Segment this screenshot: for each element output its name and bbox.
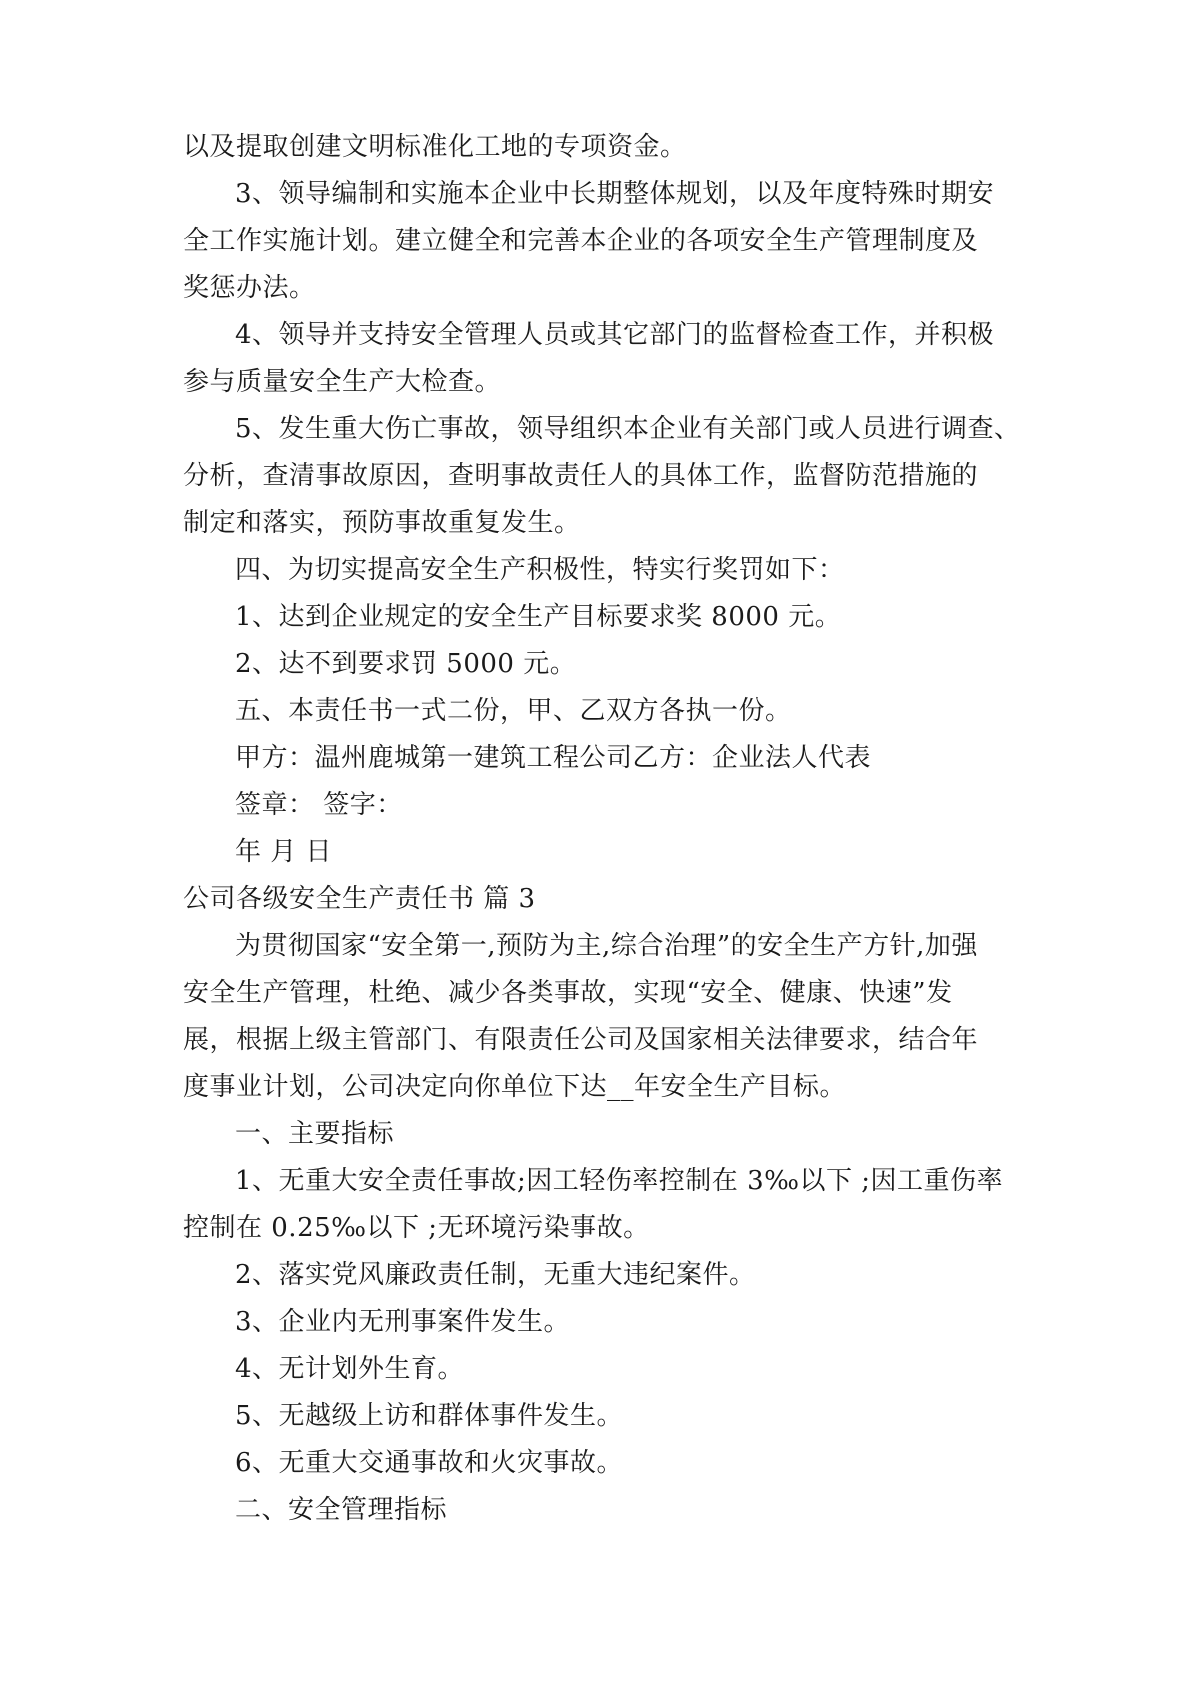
text-line: 1、达到企业规定的安全生产目标要求奖 8000 元。: [235, 602, 842, 632]
text-line: 安全生产管理，杜绝、减少各类事故，实现“安全、健康、快速”发: [183, 978, 953, 1008]
text-line: 控制在 0.25‰以下 ;无环境污染事故。: [183, 1213, 650, 1243]
text-line: 全工作实施计划。建立健全和完善本企业的各项安全生产管理制度及: [183, 226, 979, 256]
text-line: 以及提取创建文明标准化工地的专项资金。: [183, 132, 687, 162]
text-line: 2、落实党风廉政责任制，无重大违纪案件。: [235, 1260, 756, 1290]
text-line: 甲方：温州鹿城第一建筑工程公司乙方：企业法人代表: [235, 743, 872, 773]
section-title: 公司各级安全生产责任书 篇 3: [183, 884, 536, 914]
text-line: 3、企业内无刑事案件发生。: [235, 1307, 571, 1337]
text-line: 4、无计划外生育。: [235, 1354, 465, 1384]
text-line: 制定和落实，预防事故重复发生。: [183, 508, 581, 538]
text-line: 一、主要指标: [235, 1119, 395, 1149]
text-line: 6、无重大交通事故和火灾事故。: [235, 1448, 624, 1478]
text-line: 五、本责任书一式二份，甲、乙双方各执一份。: [235, 696, 792, 726]
text-line: 4、领导并支持安全管理人员或其它部门的监督检查工作，并积极: [235, 320, 995, 350]
text-line: 度事业计划，公司决定向你单位下达__年安全生产目标。: [183, 1072, 847, 1102]
text-line: 为贯彻国家“安全第一,预防为主,综合治理”的安全生产方针,加强: [235, 931, 978, 961]
text-line: 奖惩办法。: [183, 273, 316, 303]
text-line: 1、无重大安全责任事故;因工轻伤率控制在 3‰以下 ;因工重伤率: [235, 1166, 1004, 1196]
text-line: 年 月 日: [235, 837, 333, 867]
text-line: 四、为切实提高安全生产积极性，特实行奖罚如下：: [235, 555, 845, 585]
text-line: 签章： 签字：: [235, 790, 403, 820]
text-line: 展，根据上级主管部门、有限责任公司及国家相关法律要求，结合年: [183, 1025, 979, 1055]
text-line: 参与质量安全生产大检查。: [183, 367, 502, 397]
text-line: 5、无越级上访和群体事件发生。: [235, 1401, 624, 1431]
text-line: 分析，查清事故原因，查明事故责任人的具体工作，监督防范措施的: [183, 461, 979, 491]
text-line: 2、达不到要求罚 5000 元。: [235, 649, 577, 679]
text-line: 二、安全管理指标: [235, 1495, 448, 1525]
text-line: 3、领导编制和实施本企业中长期整体规划，以及年度特殊时期安: [235, 179, 995, 209]
text-line: 5、发生重大伤亡事故，领导组织本企业有关部门或人员进行调查、: [235, 414, 1021, 444]
